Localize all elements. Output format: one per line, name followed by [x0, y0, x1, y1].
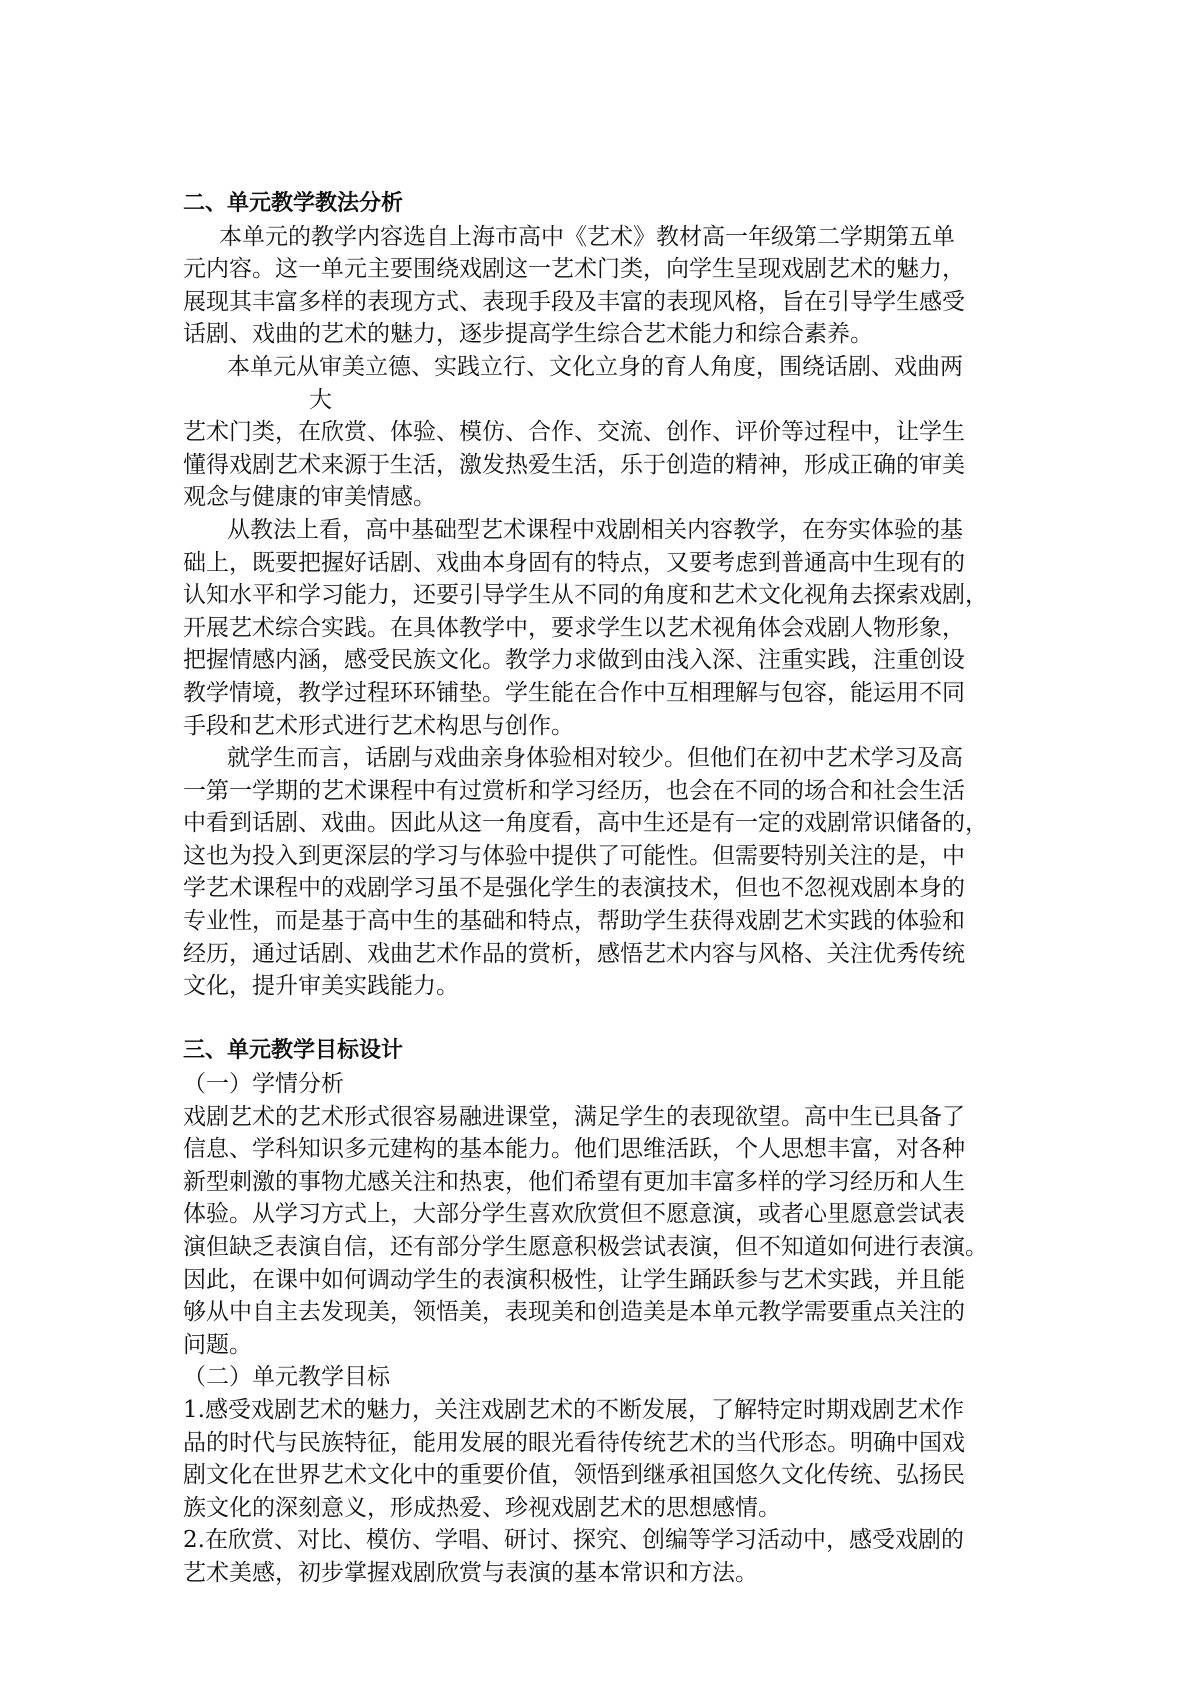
paragraph-4: [183, 742, 1003, 1003]
text-line-orphan: 大: [309, 386, 332, 413]
goal-2: [183, 1524, 1003, 1589]
text-line: 经历，通过话剧、戏曲艺术作品的赏析，感悟艺术内容与风格、关注优秀传统: [183, 940, 965, 967]
subsection-1-heading: （一）学情分析: [183, 1071, 344, 1098]
text-line: 专业性，而是基于高中生的基础和特点，帮助学生获得戏剧艺术实践的体验和: [183, 908, 965, 935]
text-line: 够从中自主去发现美，领悟美，表现美和创造美是本单元教学需要重点关注的: [183, 1299, 965, 1326]
text-line: 1.感受戏剧艺术的魅力，关注戏剧艺术的不断发展，了解特定时期戏剧艺术作: [183, 1396, 964, 1423]
paragraph-1: [183, 221, 1003, 351]
text-line: 品的时代与民族特征，能用发展的眼光看待传统艺术的当代形态。明确中国戏: [183, 1429, 965, 1456]
text-line: 就学生而言，话剧与戏曲亲身体验相对较少。但他们在初中艺术学习及高: [227, 745, 963, 772]
goal-1: [183, 1394, 1003, 1524]
text-line: 教学情境，教学过程环环铺垫。学生能在合作中互相理解与包容，能运用不同: [183, 679, 965, 706]
text-line: 一第一学期的艺术课程中有过赏析和学习经历，也会在不同的场合和社会生活: [183, 777, 965, 804]
text-line: 从教法上看，高中基础型艺术课程中戏剧相关内容教学，在夯实体验的基: [227, 516, 963, 543]
subsection-2-heading: （二）单元教学目标: [183, 1364, 390, 1391]
text-line: 族文化的深刻意义，形成热爱、珍视戏剧艺术的思想感情。: [183, 1494, 781, 1521]
section-2-heading: 二、单元教学教法分析: [183, 191, 404, 216]
text-line: 懂得戏剧艺术来源于生活，激发热爱生活，乐于创造的精神，形成正确的审美: [183, 451, 965, 478]
text-line: 因此，在课中如何调动学生的表演积极性，让学生踊跃参与艺术实践，并且能: [183, 1266, 965, 1293]
text-line: 中看到话剧、戏曲。因此从这一角度看，高中生还是有一定的戏剧常识储备的，: [183, 810, 988, 837]
text-line: 学艺术课程中的戏剧学习虽不是强化学生的表演技术，但也不忽视戏剧本身的: [183, 875, 965, 902]
text-line: 本单元的教学内容选自上海市高中《艺术》教材高一年级第二学期第五单: [219, 223, 955, 250]
section-3-heading: 三、单元教学目标设计: [183, 1038, 404, 1064]
text-line: 观念与健康的审美情感。: [183, 484, 436, 511]
text-line: 本单元从审美立德、实践立行、文化立身的育人角度，围绕话剧、戏曲两: [227, 353, 963, 380]
text-line: 础上，既要把握好话剧、戏曲本身固有的特点，又要考虑到普通高中生现有的: [183, 549, 965, 576]
text-line: 话剧、戏曲的艺术的魅力，逐步提高学生综合艺术能力和综合素养。: [183, 321, 873, 348]
text-line: 信息、学科知识多元建构的基本能力。他们思维活跃，个人思想丰富，对各种: [183, 1136, 965, 1163]
text-line: 艺术门类，在欣赏、体验、模仿、合作、交流、创作、评价等过程中，让学生: [183, 419, 965, 446]
section-spacer: [183, 1003, 1003, 1036]
paragraph-3: [183, 514, 1003, 742]
text-line: 文化，提升审美实践能力。: [183, 973, 459, 1000]
text-line: 戏剧艺术的艺术形式很容易融进课堂，满足学生的表现欲望。高中生已具备了: [183, 1103, 965, 1130]
text-line: 2.在欣赏、对比、模仿、学唱、研讨、探究、创编等学习活动中，感受戏剧的: [183, 1527, 964, 1554]
text-line: 手段和艺术形式进行艺术构思与创作。: [183, 712, 574, 739]
paragraph-2: [183, 351, 1003, 514]
text-line: 把握情感内涵，感受民族文化。教学力求做到由浅入深、注重实践，注重创设: [183, 647, 965, 674]
text-line: 剧文化在世界艺术文化中的重要价值，领悟到继承祖国悠久文化传统、弘扬民: [183, 1462, 965, 1489]
text-line: 问题。: [183, 1331, 252, 1358]
text-line: 这也为投入到更深层的学习与体验中提供了可能性。但需要特别关注的是，中: [183, 842, 965, 869]
text-line: 元内容。这一单元主要围绕戏剧这一艺术门类，向学生呈现戏剧艺术的魅力，: [183, 256, 965, 283]
document-page: [183, 188, 1003, 1590]
text-line: 演但缺乏表演自信，还有部分学生愿意积极尝试表演，但不知道如何进行表演。: [183, 1234, 988, 1260]
learning-analysis-paragraph: [183, 1101, 1003, 1362]
text-line: 新型刺激的事物尤感关注和热衷，他们希望有更加丰富多样的学习经历和人生: [183, 1168, 965, 1195]
text-line: 艺术美感，初步掌握戏剧欣赏与表演的基本常识和方法。: [183, 1559, 758, 1586]
text-line: 认知水平和学习能力，还要引导学生从不同的角度和艺术文化视角去探索戏剧，: [183, 582, 988, 609]
text-line: 体验。从学习方式上，大部分学生喜欢欣赏但不愿意演，或者心里愿意尝试表: [183, 1201, 965, 1228]
text-line: 开展艺术综合实践。在具体教学中，要求学生以艺术视角体会戏剧人物形象，: [183, 614, 965, 641]
text-line: 展现其丰富多样的表现方式、表现手段及丰富的表现风格，旨在引导学生感受: [183, 288, 965, 315]
